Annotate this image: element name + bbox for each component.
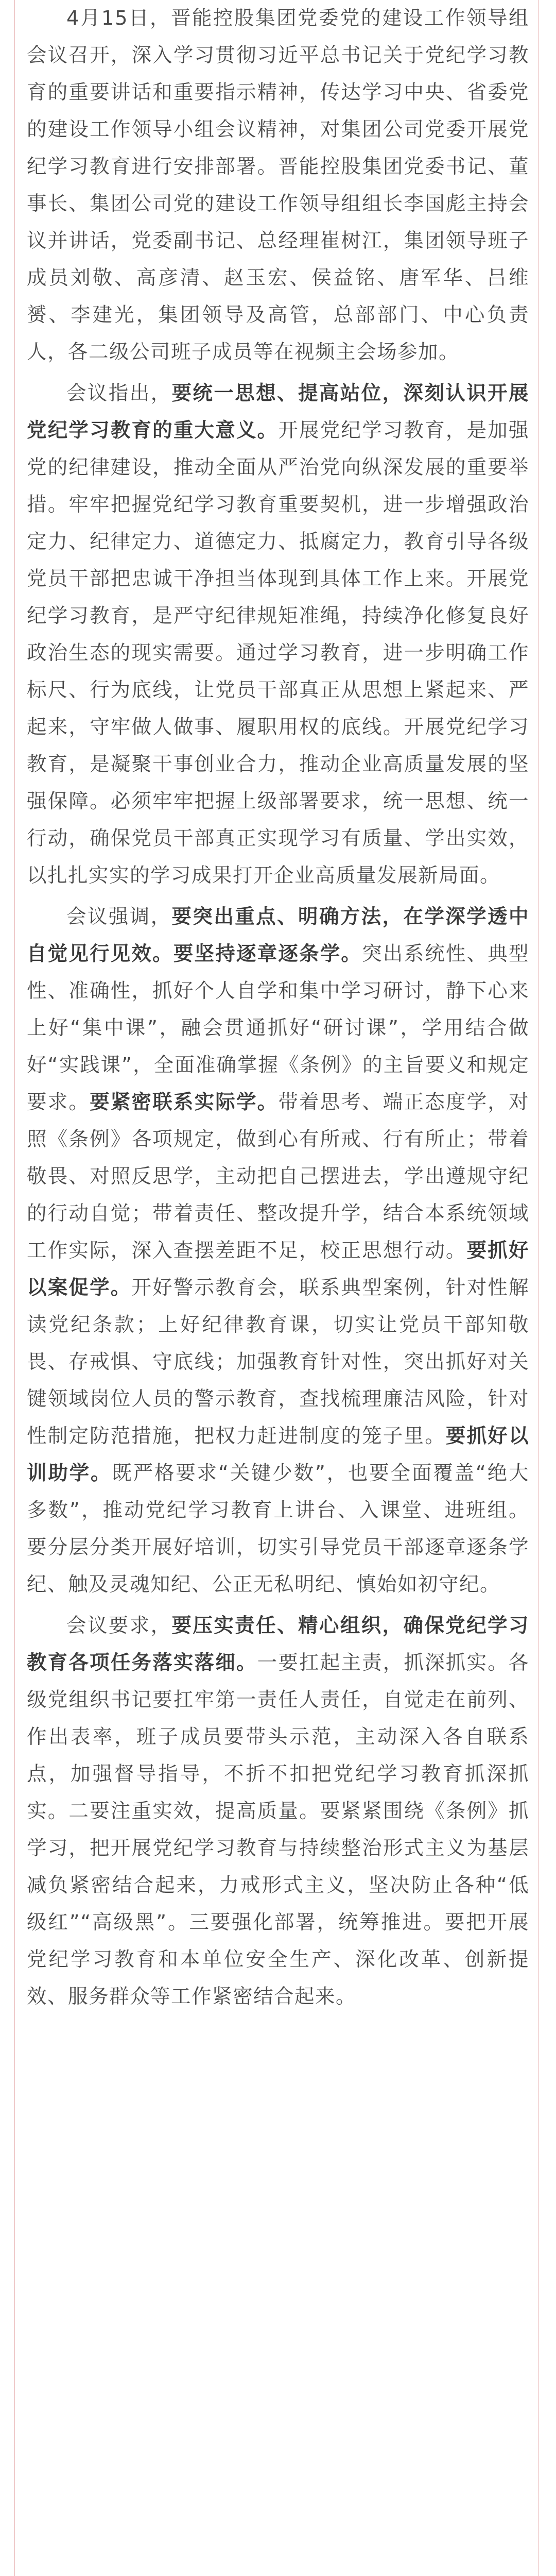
body-text: 开展党纪学习教育，是加强党的纪律建设，推动全面从严治党向纵深发展的重要举措。牢牢把握党纪学习教育重要契机，进一步增强政治定力、纪律定力、道德定力、抵腐定力，教育引导各级党员干部把忠诚干净担当体现到具体工作上来。开展党纪学习教育，是严守纪律规矩准绳，持续净化修复良好政治生态的现实需要。通过学习教育，进一步明确工作标尺、行为底线，让党员干部真正从思想上紧起来、严起来，守牢做人做事、履职用权的底线。开展党纪学习教育，是凝聚干事创业合力，推动企业高质量发展的坚强保障。必须牢牢把握上级部署要求，统一思想、统一行动，确保党员干部真正实现学习有质量、学出实效，以扎扎实实的学习成果打开企业高质量发展新局面。 (27, 419, 529, 887)
paragraph-meeting-overview (27, 0, 529, 371)
body-text: 开好警示教育会，联系典型案例，针对性解读党纪条款；上好纪律教育课，切实让党员干部知敬畏、存戒惧、守底线；加强教育针对性，突出抓好对关键领域岗位人员的警示教育，查找梳理廉洁风险，针对性制定防范措施，把权力赶进制度的笼子里。 (27, 1276, 529, 1448)
body-text: 一要扛起主责，抓深抓实。各级党组织书记要扛牢第一责任人责任，自觉走在前列、作出表率，班子成员要带头示范，主动深入各自联系点，加强督导指导，不折不扣把党纪学习教育抓深抓实。二要注重实效，提高质量。要紧紧围绕《条例》抓学习，把开展党纪学习教育与持续整治形式主义为基层减负紧密结合起来，力戒形式主义，坚决防止各种“低级红”“高级黑”。三要强化部署，统筹推进。要把开展党纪学习教育和本单位安全生产、深化改革、创新提效、服务群众等工作紧密结合起来。 (27, 1651, 529, 2008)
body-text: 带着思考、端正态度学，对照《条例》各项规定，做到心有所戒、行有所止；带着敬畏、对照反思学，主动把自己摆进去，学出遵规守纪的行动自觉；带着责任、整改提升学，结合本系统领域工作实际，深入查摆差距不足，校正思想行动。 (27, 1091, 529, 1262)
paragraph-meeting-required (27, 1607, 529, 2015)
article-body (27, 0, 529, 2020)
bold-heading: 要统一思想、提高站位，深刻认识开展党纪学习教育的重大意义。 (27, 382, 529, 442)
bold-heading: 要坚持逐章逐条学。 (173, 942, 362, 965)
bold-heading: 要抓好以训助学。 (27, 1425, 529, 1485)
paragraph-meeting-pointed-out (27, 375, 529, 894)
bold-heading: 要抓好以案促学。 (27, 1239, 529, 1299)
bold-heading: 要紧密联系实际学。 (90, 1091, 279, 1114)
lead-text: 会议指出， (66, 382, 172, 405)
lead-text: 会议要求， (66, 1614, 172, 1637)
bold-heading: 要压实责任、精心组织，确保党纪学习教育各项任务落实落细。 (27, 1614, 529, 1674)
paragraph-meeting-emphasized (27, 899, 529, 1603)
lead-text: 会议强调， (66, 905, 172, 928)
bold-heading: 要突出重点、明确方法，在学深学透中自觉见行见效。 (27, 905, 529, 965)
overview-text: 4月15日，晋能控股集团党委党的建设工作领导组会议召开，深入学习贯彻习近平总书记关于党纪学习教育的重要讲话和重要指示精神，传达学习中央、省委党的建设工作领导小组会议精神，对集团公司党委开展党纪学习教育进行安排部署。晋能控股集团党委书记、董事长、集团公司党的建设工作领导组组长李国彪主持会议并讲话，党委副书记、总经理崔树江，集团领导班子成员刘敬、高彦清、赵玉宏、侯益铭、唐军华、吕维赟、李建光，集团领导及高管，总部部门、中心负责人，各二级公司班子成员等在视频主会场参加。 (27, 7, 529, 364)
body-text: 既严格要求“关键少数”，也要全面覆盖“绝大多数”，推动党纪学习教育上讲台、入课堂、进班组。要分层分类开展好培训，切实引导党员干部逐章逐条学纪、触及灵魂知纪、公正无私明纪、慎始如初守纪。 (27, 1462, 529, 1596)
body-text: 突出系统性、典型性、准确性，抓好个人自学和集中学习研讨，静下心来上好“集中课”，融会贯通抓好“研讨课”，学用结合做好“实践课”，全面准确掌握《条例》的主旨要义和规定要求。 (27, 942, 529, 1114)
